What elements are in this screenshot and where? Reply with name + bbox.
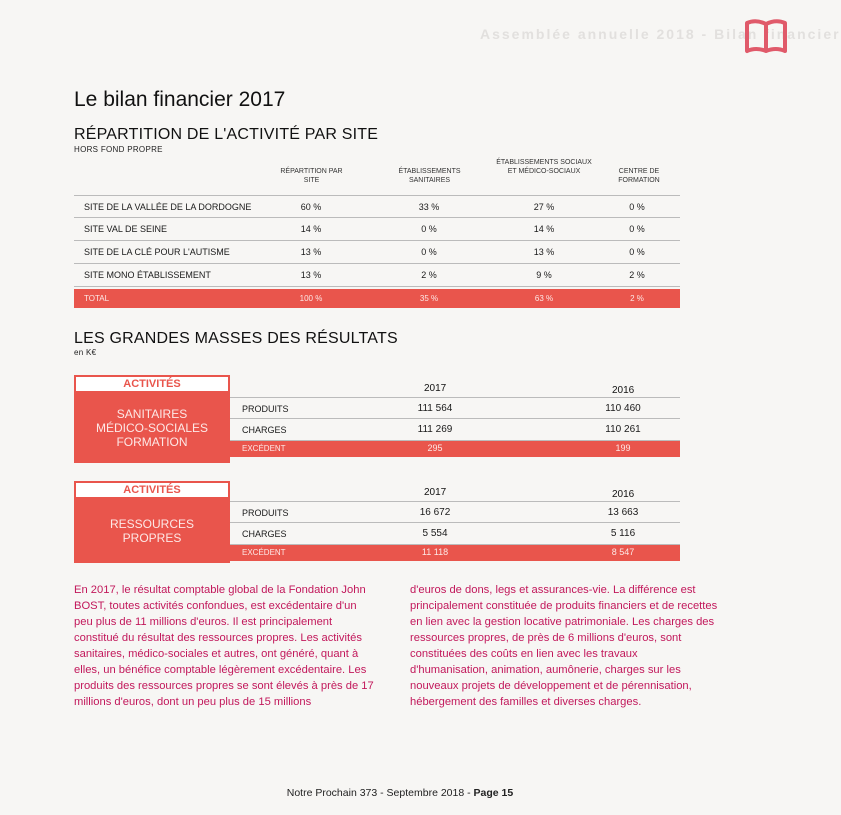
row-label: SITE DE LA CLÉ POUR L'AUTISME	[84, 247, 230, 257]
body-text-col1: En 2017, le résultat comptable global de la Fondation John BOST, toutes activités confondues, est excédentaire d'un peu plus de 11 millions d'euros. Il est principalement constitué du résultat des ressources propres. Les activités sanitaires, médico-sociales et autres, ont généré, quant à elles, un bénéfice comptable légèrement excédentaire. Les produits des ressources propres se sont élevés à près de 17 millions d'euros, dont un peu plus de 15 millions	[74, 584, 374, 708]
total-value: 35 %	[419, 294, 439, 303]
repartition-subtitle: HORS FOND PROPRE	[74, 145, 163, 154]
row-value: 0 %	[421, 247, 437, 257]
produits-label: PRODUITS	[242, 508, 289, 518]
page-title: Le bilan financier 2017	[74, 88, 286, 111]
activities-tag: ACTIVITÉS	[74, 481, 230, 499]
panel-line: SANITAIRES	[116, 407, 188, 421]
panel-line: PROPRES	[122, 531, 182, 545]
table-row	[74, 241, 680, 264]
excedent-row	[230, 545, 680, 561]
ghost-header: Assemblée annuelle 2018 - Bilan financier	[480, 26, 841, 42]
charges-label: CHARGES	[242, 529, 287, 539]
col-header-repartition: RÉPARTITION PAR SITE	[280, 168, 343, 184]
row-value: 13 %	[300, 247, 322, 257]
total-label: TOTAL	[84, 294, 110, 303]
row-label: SITE DE LA VALLÉE DE LA DORDOGNE	[84, 202, 252, 212]
activities-tag: ACTIVITÉS	[74, 375, 230, 393]
row-value: 33 %	[418, 202, 440, 212]
col-header-sanitaires: ÉTABLISSEMENTS SANITAIRES	[398, 168, 461, 184]
charges-2016: 110 261	[605, 424, 641, 435]
repartition-title-text: RÉPARTITION DE L'ACTIVITÉ PAR SITE	[74, 126, 379, 143]
excedent-label: EXCÉDENT	[242, 444, 286, 453]
year-2016: 2016	[612, 385, 635, 396]
col-header-sociaux: ÉTABLISSEMENTS SOCIAUX ET MÉDICO-SOCIAUX	[496, 159, 592, 175]
produits-2017: 111 564	[417, 403, 453, 414]
year-2017: 2017	[424, 383, 447, 394]
excedent-label: EXCÉDENT	[242, 548, 286, 557]
row-value: 13 %	[533, 247, 555, 257]
footer-page: Page 15	[473, 787, 514, 799]
row-value: 0 %	[629, 224, 645, 234]
produits-2017: 16 672	[419, 507, 451, 518]
charges-2017: 111 269	[417, 424, 453, 435]
col-header-formation: CENTRE DE FORMATION	[618, 168, 660, 184]
row-value: 0 %	[629, 202, 645, 212]
row-label: SITE MONO ÉTABLISSEMENT	[84, 270, 211, 280]
charges-2016: 5 116	[610, 528, 636, 539]
produits-label: PRODUITS	[242, 404, 289, 414]
total-value: 100 %	[299, 294, 323, 303]
excedent-2017: 295	[427, 443, 443, 453]
panel-line: FORMATION	[116, 435, 188, 449]
resultats-title: LES GRANDES MASSES DES RÉSULTATS	[74, 330, 398, 347]
year-2017: 2017	[424, 487, 447, 498]
activities-panel	[74, 499, 230, 563]
total-value: 63 %	[534, 294, 554, 303]
footer	[0, 787, 800, 799]
table-row	[74, 264, 680, 287]
book-icon	[744, 18, 788, 54]
year-2016: 2016	[612, 489, 635, 500]
total-row	[74, 289, 680, 308]
produits-2016: 13 663	[607, 507, 639, 518]
produits-row	[230, 397, 680, 419]
results-block-ressources	[74, 481, 680, 563]
charges-row	[230, 419, 680, 441]
excedent-row	[230, 441, 680, 457]
row-value: 2 %	[421, 270, 437, 280]
footer-issue: Notre Prochain 373 - Septembre 2018 -	[286, 787, 471, 799]
excedent-2016: 8 547	[611, 547, 635, 557]
row-value: 13 %	[300, 270, 322, 280]
row-value: 27 %	[533, 202, 555, 212]
results-block-sanitaires	[74, 375, 680, 463]
row-value: 0 %	[421, 224, 437, 234]
resultats-subtitle: en K€	[74, 348, 97, 357]
repartition-title	[74, 126, 378, 144]
activities-panel	[74, 393, 230, 463]
row-value: 60 %	[300, 202, 322, 212]
excedent-2016: 199	[615, 443, 631, 453]
row-value: 14 %	[300, 224, 322, 234]
row-label: SITE VAL DE SEINE	[84, 224, 168, 234]
row-value: 2 %	[629, 270, 645, 280]
charges-label: CHARGES	[242, 425, 287, 435]
panel-line: RESSOURCES	[109, 517, 195, 531]
excedent-2017: 11 118	[421, 547, 449, 557]
produits-2016: 110 460	[605, 403, 641, 414]
row-value: 14 %	[533, 224, 555, 234]
charges-row	[230, 523, 680, 545]
produits-row	[230, 501, 680, 523]
table-row	[74, 195, 680, 218]
total-value: 2 %	[630, 294, 644, 303]
charges-2017: 5 554	[422, 528, 448, 539]
body-text-col2: d'euros de dons, legs et assurances-vie. La différence est principalement constituée de produits financiers et de recettes en lien avec la gestion locative patrimoniale. Les charges des ressources propres, de près de 6 millions d'euros, sont constituées des coûts en lien avec les travaux d'humanisation, animation, aumônerie, charges sur les nouveaux projets de développement et de pérennisation, hébergement des familles et diverses charges.	[410, 584, 718, 708]
row-value: 9 %	[536, 270, 552, 280]
row-value: 0 %	[629, 247, 645, 257]
table-row	[74, 218, 680, 241]
panel-line: MÉDICO-SOCIALES	[95, 421, 209, 435]
